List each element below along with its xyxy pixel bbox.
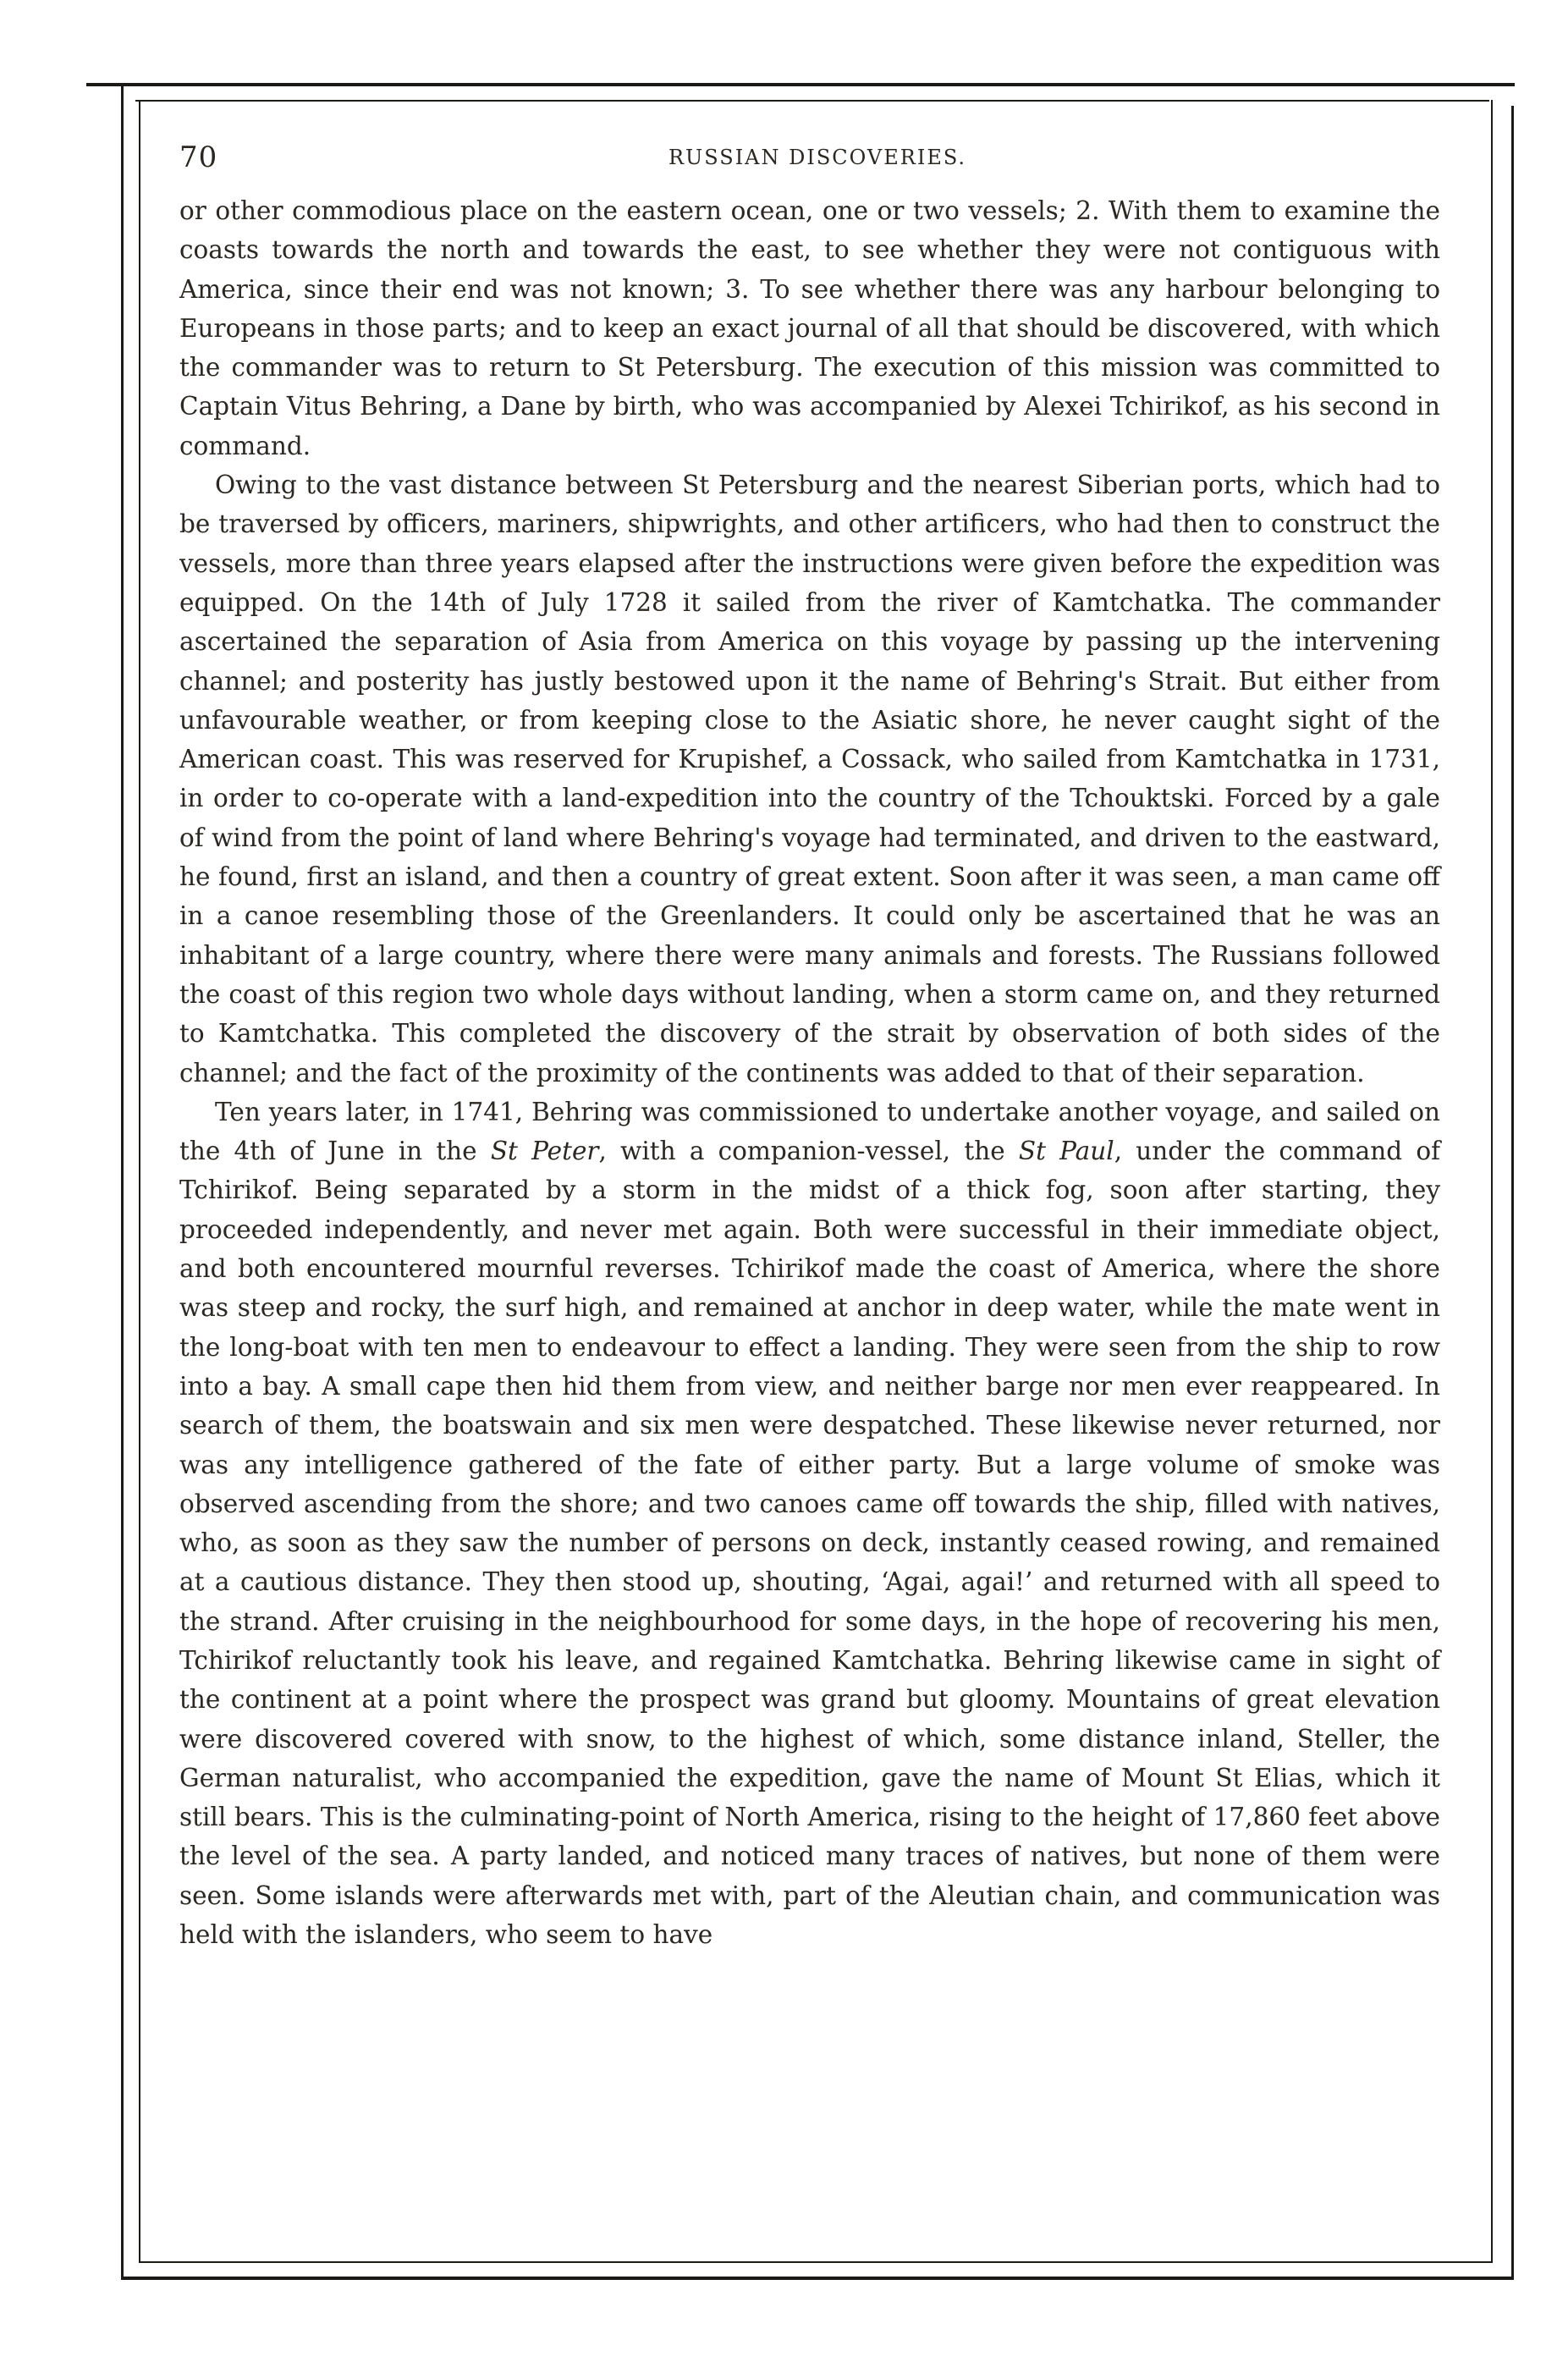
frame-rule-top-outer <box>86 83 1515 86</box>
page-header <box>179 140 1455 183</box>
paragraph-2: Owing to the vast distance between St Petersburg and the nearest Siberian ports, which had to be traversed by officers, mariners, shipwrights, and other artificers, who had then to construct the vessels, more than three years elapsed after the instructions were given before the expedition was equipped. On the 14th of July 1728 it sailed from the river of Kamtchatka. The commander ascertained the separation of Asia from America on this voyage by passing up the intervening channel; and posterity has justly bestowed upon it the name of Behring's Strait. But either from unfavourable weather, or from keeping close to the Asiatic shore, he never caught sight of the American coast. This was reserved for Krupishef, a Cossack, who sailed from Kamtchatka in 1731, in order to co-operate with a land-expedition into the country of the Tchouktski. Forced by a gale of wind from the point of land where Behring's voyage had terminated, and driven to the eastward, he found, first an island, and then a country of great extent. Soon after it was seen, a man came off in a canoe resembling those of the Greenlanders. It could only be ascertained that he was an inhabitant of a large country, where there were many animals and forests. The Russians followed the coast of this region two whole days without landing, when a storm came on, and they returned to Kamtchatka. This completed the discovery of the strait by observation of both sides of the channel; and the fact of the proximity of the continents was added to that of their separation. <box>179 471 1440 1087</box>
running-title: RUSSIAN DISCOVERIES. <box>668 146 967 169</box>
paragraph-3 <box>179 1093 1440 1955</box>
frame-rule-bottom-outer <box>121 2277 1514 2280</box>
frame-rule-bottom-inner <box>139 2261 1493 2263</box>
paragraph-3-part-a: Ten years later, in 1741, Behring was commissioned to undertake another voyage, and sailed on the 4th of June in the <box>179 1097 1440 1166</box>
frame-rule-left-inner <box>139 100 140 2263</box>
page-number: 70 <box>179 140 218 174</box>
ship-name-st-paul: St Paul <box>1018 1137 1114 1166</box>
paragraph-3-part-b: , with a companion-vessel, the <box>598 1137 1019 1166</box>
frame-rule-top-inner <box>135 100 1489 102</box>
frame-rule-right-inner <box>1491 100 1493 2263</box>
body-text <box>179 191 1440 1954</box>
paragraph-1: or other commodious place on the eastern ocean, one or two vessels; 2. With them to examine the coasts towards the north and towards the east, to see whether they were not contiguous with America, since their end was not known; 3. To see whether there was any harbour belonging to Europeans in those parts; and to keep an exact journal of all that should be discovered, with which the commander was to return to St Petersburg. The execution of this mission was committed to Captain Vitus Behring, a Dane by birth, who was accompanied by Alexei Tchirikof, as his second in command. <box>179 196 1440 460</box>
ship-name-st-peter: St Peter <box>490 1137 599 1166</box>
paragraph-3-part-c: , under the command of Tchirikof. Being separated by a storm in the midst of a thick fog, soon after starting, they proceeded independently, and never met again. Both were successful in their immediate object, and both encountered mournful reverses. Tchirikof made the coast of America, where the shore was steep and rocky, the surf high, and remained at anchor in deep water, while the mate went in the long-boat with ten men to endeavour to effect a landing. They were seen from the ship to row into a bay. A small cape then hid them from view, and neither barge nor men ever reappeared. In search of them, the boatswain and six men were despatched. These likewise never returned, nor was any intelligence gathered of the fate of either party. But a large volume of smoke was observed ascending from the shore; and two canoes came off towards the ship, filled with natives, who, as soon as they saw the number of persons on deck, instantly ceased rowing, and remained at a cautious distance. They then stood up, shouting, ‘Agai, agai!’ and returned with all speed to the strand. After cruising in the neighbourhood for some days, in the hope of recovering his men, Tchirikof reluctantly took his leave, and regained Kamtchatka. Behring likewise came in sight of the continent at a point where the prospect was grand but gloomy. Mountains of great elevation were discovered covered with snow, to the highest of which, some distance inland, Steller, the German naturalist, who accompanied the expedition, gave the name of Mount St Elias, which it still bears. This is the culminating-point of North America, rising to the height of 17,860 feet above the level of the sea. A party landed, and noticed many traces of natives, but none of them were seen. Some islands were afterwards met with, part of the Aleutian chain, and communication was held with the islanders, who seem to have <box>179 1137 1441 1950</box>
frame-rule-left-outer <box>121 85 124 2277</box>
frame-rule-right-outer <box>1511 106 1514 2279</box>
